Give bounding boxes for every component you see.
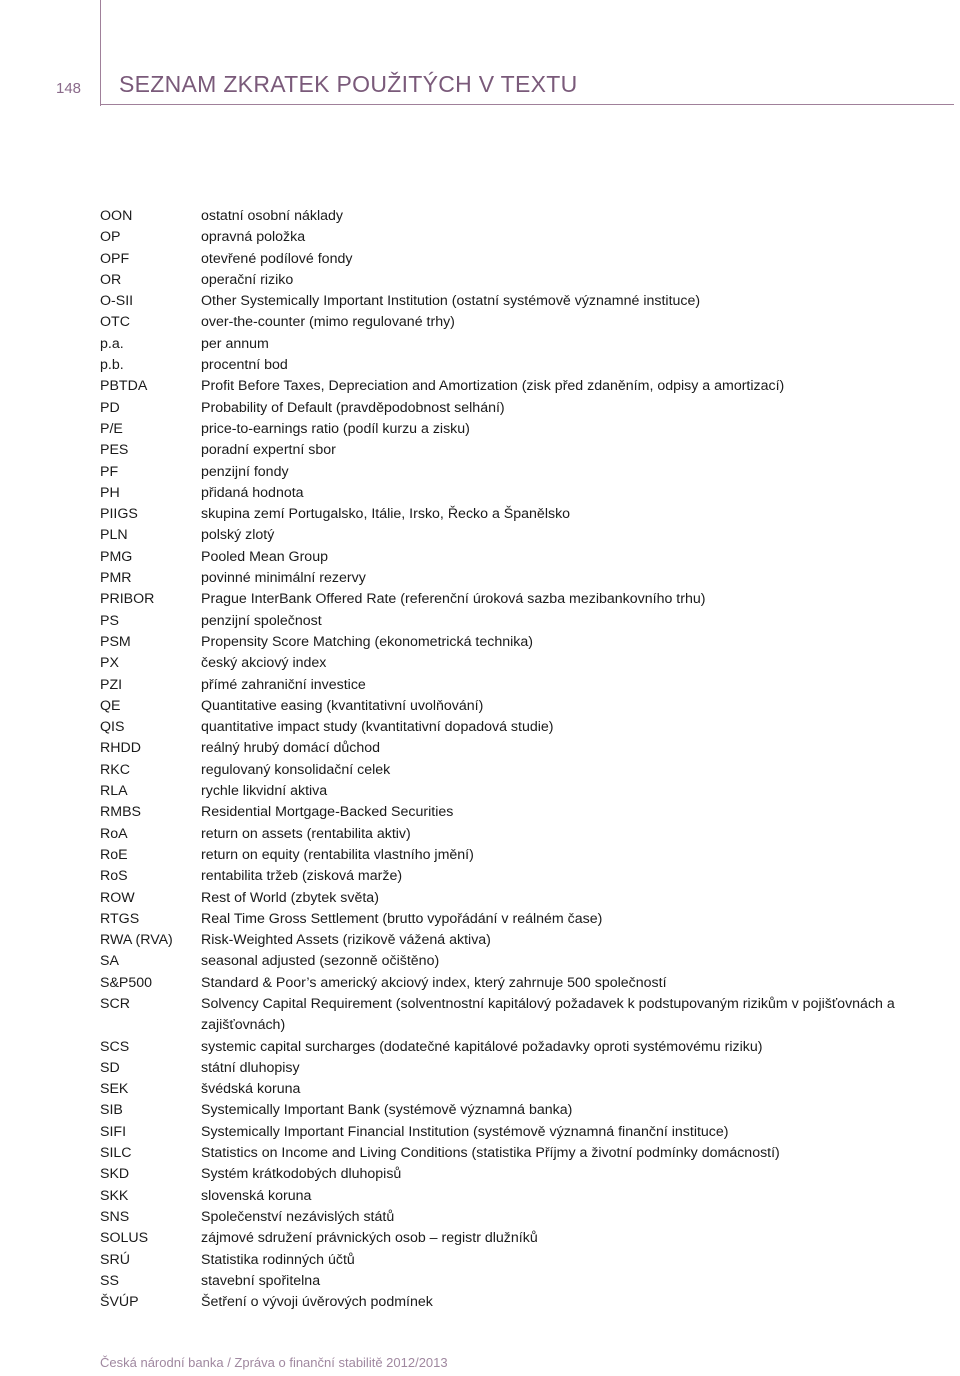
abbreviation-definition: rentabilita tržeb (zisková marže) [201, 868, 403, 885]
abbreviation-row [100, 547, 952, 568]
abbreviation-definition: return on equity (rentabilita vlastního jmění) [201, 846, 474, 863]
abbreviation-term: PMG [100, 548, 133, 565]
abbreviation-definition: procentní bod [201, 357, 288, 374]
abbreviation-term: RHDD [100, 740, 141, 757]
abbreviation-row [100, 355, 952, 376]
abbreviation-term: RWA (RVA) [100, 932, 173, 949]
abbreviation-term: RoA [100, 825, 128, 842]
abbreviation-definition: Pooled Mean Group [201, 548, 328, 565]
abbreviation-definition: otevřené podílové fondy [201, 250, 353, 267]
abbreviation-term: ŠVÚP [100, 1294, 139, 1311]
abbreviation-row [100, 760, 952, 781]
header-vertical-rule [100, 0, 101, 106]
abbreviation-definition: Šetření o vývoji úvěrových podmínek [201, 1294, 433, 1311]
abbreviation-term: PLN [100, 527, 128, 544]
abbreviation-definition: Prague InterBank Offered Rate (referenční úroková sazba mezibankovního trhu) [201, 591, 706, 608]
abbreviation-definition: švédská koruna [201, 1081, 301, 1098]
abbreviation-term: PMR [100, 570, 132, 587]
abbreviation-row [100, 227, 952, 248]
abbreviation-definition: reálný hrubý domácí důchod [201, 740, 381, 757]
abbreviation-term: S&P500 [100, 974, 153, 991]
abbreviation-term: OR [100, 271, 122, 288]
abbreviation-term: O-SII [100, 293, 134, 310]
abbreviation-row [100, 973, 952, 994]
abbreviation-row [100, 1271, 952, 1292]
abbreviation-definition: Other Systemically Important Institution (ostatní systémově významné instituce) [201, 293, 701, 310]
abbreviation-term: PSM [100, 633, 131, 650]
abbreviation-term: OTC [100, 314, 130, 331]
abbreviation-term: RKC [100, 761, 130, 778]
abbreviation-term: SS [100, 1272, 119, 1289]
abbreviation-term: SKD [100, 1166, 130, 1183]
header-horizontal-rule [100, 104, 954, 105]
abbreviation-term: RoE [100, 846, 128, 863]
abbreviation-definition: povinné minimální rezervy [201, 570, 366, 587]
abbreviation-row [100, 1079, 952, 1100]
abbreviation-term: SRÚ [100, 1251, 130, 1268]
abbreviation-term: ROW [100, 889, 135, 906]
abbreviation-row [100, 930, 952, 951]
abbreviation-row [100, 1100, 952, 1121]
abbreviation-term: SD [100, 1059, 120, 1076]
abbreviation-definition: operační riziko [201, 271, 294, 288]
abbreviation-row [100, 504, 952, 525]
abbreviation-row [100, 994, 952, 1037]
abbreviation-definition: státní dluhopisy [201, 1059, 300, 1076]
abbreviation-term: PZI [100, 676, 123, 693]
abbreviation-term: RLA [100, 783, 128, 800]
abbreviation-row [100, 1250, 952, 1271]
abbreviation-term: p.a. [100, 335, 124, 352]
abbreviation-row [100, 483, 952, 504]
abbreviation-definition: opravná položka [201, 229, 306, 246]
abbreviation-definition: Systemically Important Financial Institution (systémově významná finanční instituce) [201, 1123, 729, 1140]
abbreviation-definition: regulovaný konsolidační celek [201, 761, 391, 778]
abbreviation-term: SCR [100, 995, 130, 1012]
abbreviation-definition: rychle likvidní aktiva [201, 783, 328, 800]
abbreviation-term: PS [100, 612, 119, 629]
abbreviation-row [100, 1186, 952, 1207]
abbreviation-term: SIFI [100, 1123, 127, 1140]
abbreviation-definition: Systemically Important Bank (systémově významná banka) [201, 1102, 573, 1119]
abbreviation-row [100, 1037, 952, 1058]
abbreviation-term: QIS [100, 719, 125, 736]
abbreviation-row [100, 525, 952, 546]
abbreviation-definition: Quantitative easing (kvantitativní uvolňování) [201, 697, 484, 714]
abbreviation-term: PBTDA [100, 378, 148, 395]
abbreviation-definition: seasonal adjusted (sezonně očištěno) [201, 953, 440, 970]
abbreviation-definition: přímé zahraniční investice [201, 676, 366, 693]
abbreviation-definition: Standard & Poor’s americký akciový index, který zahrnuje 500 společností [201, 974, 667, 991]
abbreviation-term: OPF [100, 250, 130, 267]
abbreviation-row [100, 462, 952, 483]
abbreviation-definition: Společenství nezávislých států [201, 1208, 395, 1225]
abbreviation-definition: penzijní fondy [201, 463, 289, 480]
abbreviation-row [100, 611, 952, 632]
abbreviation-row [100, 717, 952, 738]
page-title: SEZNAM ZKRATEK POUŽITÝCH V TEXTU [119, 71, 578, 97]
abbreviation-row [100, 675, 952, 696]
abbreviation-row [100, 1143, 952, 1164]
abbreviation-term: SNS [100, 1208, 130, 1225]
abbreviation-term: RTGS [100, 910, 140, 927]
abbreviation-definition: over-the-counter (mimo regulované trhy) [201, 314, 455, 331]
abbreviation-definition: Statistika rodinných účtů [201, 1251, 355, 1268]
abbreviation-definition: Statistics on Income and Living Conditions (statistika Příjmy a životní podmínky domácností) [201, 1145, 780, 1162]
abbreviation-term: SKK [100, 1187, 129, 1204]
abbreviation-term: RMBS [100, 804, 141, 821]
abbreviation-list [100, 206, 952, 1313]
abbreviation-row [100, 738, 952, 759]
abbreviation-definition: Probability of Default (pravděpodobnost selhání) [201, 399, 505, 416]
abbreviation-row [100, 824, 952, 845]
abbreviation-term: PIIGS [100, 506, 138, 523]
abbreviation-row [100, 951, 952, 972]
page-number: 148 [56, 80, 82, 97]
abbreviation-definition: price-to-earnings ratio (podíl kurzu a zisku) [201, 420, 470, 437]
abbreviation-row [100, 696, 952, 717]
abbreviation-definition: poradní expertní sbor [201, 442, 336, 459]
abbreviation-definition: Solvency Capital Requirement (solventnostní kapitálový požadavek k podstupovaným rizikům v pojišťovnách a zajišťovnách) [201, 995, 895, 1034]
abbreviation-row [100, 802, 952, 823]
abbreviation-term: PF [100, 463, 119, 480]
abbreviation-term: PX [100, 655, 119, 672]
abbreviation-definition: ostatní osobní náklady [201, 208, 343, 224]
abbreviation-row [100, 653, 952, 674]
abbreviation-row [100, 888, 952, 909]
abbreviation-row [100, 419, 952, 440]
abbreviation-row [100, 1292, 952, 1313]
abbreviation-term: OON [100, 208, 133, 224]
abbreviation-row [100, 909, 952, 930]
abbreviation-row [100, 398, 952, 419]
abbreviation-term: PD [100, 399, 120, 416]
abbreviation-term: SEK [100, 1081, 129, 1098]
abbreviation-row [100, 376, 952, 397]
abbreviation-row [100, 845, 952, 866]
abbreviation-definition: Rest of World (zbytek světa) [201, 889, 379, 906]
abbreviation-row [100, 206, 952, 227]
abbreviation-definition: stavební spořitelna [201, 1272, 321, 1289]
abbreviation-definition: Systém krátkodobých dluhopisů [201, 1166, 402, 1183]
abbreviation-definition: zájmové sdružení právnických osob – registr dlužníků [201, 1230, 538, 1247]
abbreviation-definition: per annum [201, 335, 269, 352]
abbreviation-definition: systemic capital surcharges (dodatečné kapitálové požadavky oproti systémovému riziku) [201, 1038, 763, 1055]
abbreviation-definition: slovenská koruna [201, 1187, 312, 1204]
page-footer: Česká národní banka / Zpráva o finanční stabilitě 2012/2013 [100, 1355, 448, 1370]
abbreviation-definition: quantitative impact study (kvantitativní dopadová studie) [201, 719, 554, 736]
abbreviation-term: p.b. [100, 357, 124, 374]
abbreviation-definition: Real Time Gross Settlement (brutto vypořádání v reálném čase) [201, 910, 603, 927]
abbreviation-row [100, 632, 952, 653]
abbreviation-definition: return on assets (rentabilita aktiv) [201, 825, 411, 842]
abbreviation-row [100, 1228, 952, 1249]
abbreviation-row [100, 312, 952, 333]
abbreviation-row [100, 1058, 952, 1079]
abbreviation-definition: skupina zemí Portugalsko, Itálie, Irsko, Řecko a Španělsko [201, 506, 571, 523]
abbreviation-row [100, 334, 952, 355]
abbreviation-term: QE [100, 697, 121, 714]
abbreviation-row [100, 1122, 952, 1143]
abbreviation-row [100, 1164, 952, 1185]
abbreviation-row [100, 781, 952, 802]
abbreviation-term: SILC [100, 1145, 132, 1162]
abbreviation-definition: penzijní společnost [201, 612, 322, 629]
abbreviation-row [100, 440, 952, 461]
abbreviation-definition: Profit Before Taxes, Depreciation and Amortization (zisk před zdaněním, odpisy a amortizací) [201, 378, 785, 395]
abbreviation-row [100, 249, 952, 270]
abbreviation-row [100, 589, 952, 610]
abbreviation-row [100, 291, 952, 312]
abbreviation-definition: přidaná hodnota [201, 484, 304, 501]
abbreviation-term: PH [100, 484, 120, 501]
abbreviation-term: SA [100, 953, 119, 970]
abbreviation-term: PES [100, 442, 129, 459]
abbreviation-definition: polský zlotý [201, 527, 275, 544]
abbreviation-definition: Risk-Weighted Assets (rizikově vážená aktiva) [201, 932, 491, 949]
abbreviation-term: P/E [100, 420, 123, 437]
abbreviation-term: SIB [100, 1102, 123, 1119]
abbreviation-definition: Residential Mortgage-Backed Securities [201, 804, 454, 821]
abbreviation-term: RoS [100, 868, 128, 885]
abbreviation-definition: Propensity Score Matching (ekonometrická technika) [201, 633, 533, 650]
abbreviation-term: SOLUS [100, 1230, 149, 1247]
abbreviation-row [100, 270, 952, 291]
abbreviation-row [100, 866, 952, 887]
abbreviation-term: SCS [100, 1038, 130, 1055]
abbreviation-term: PRIBOR [100, 591, 155, 608]
abbreviation-row [100, 1207, 952, 1228]
abbreviation-definition: český akciový index [201, 655, 327, 672]
abbreviation-row [100, 568, 952, 589]
abbreviation-term: OP [100, 229, 121, 246]
